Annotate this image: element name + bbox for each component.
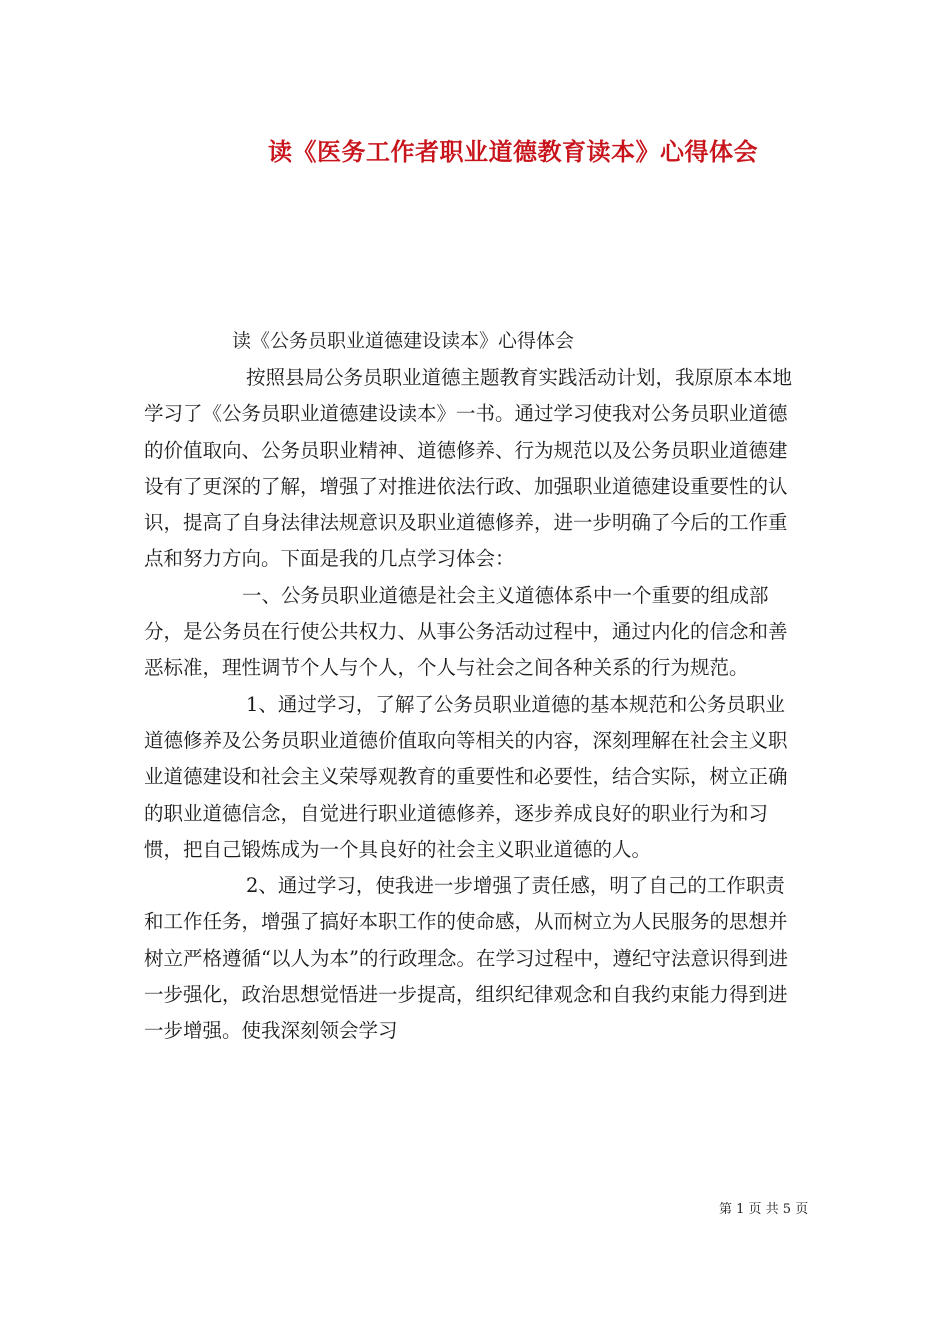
paragraph-point-one: 一、公务员职业道德是社会主义道德体系中一个重要的组成部分，是公务员在行使公共权力、从事公务活动过程中，通过内化的信念和善恶标准，理性调节个人与个人，个人与社会之间各种关系的行为规范。 xyxy=(144,583,788,680)
paragraph-intro: 按照县局公务员职业道德主题教育实践活动计划，我原原本本地学习了《公务员职业道德建设读本》一书。通过学习使我对公务员职业道德的价值取向、公务员职业精神、道德修养、行为规范以及公务员职业道德建设有了更深的了解，增强了对推进依法行政、加强职业道德建设重要性的认识，提高了自身法律法规意识及职业道德修养，进一步明确了今后的工作重点和努力方向。下面是我的几点学习体会： xyxy=(144,366,793,571)
article-body xyxy=(144,360,804,1050)
document-title: 读《医务工作者职业道德教育读本》心得体会 xyxy=(268,137,758,166)
paragraph-item-1: 1、通过学习，了解了公务员职业道德的基本规范和公务员职业道德修养及公务员职业道德价值取向等相关的内容，深刻理解在社会主义职业道德建设和社会主义荣辱观教育的重要性和必要性，结合实际，树立正确的职业道德信念，自觉进行职业道德修养，逐步养成良好的职业行为和习惯，把自己锻炼成为一个具良好的社会主义职业道德的人。 xyxy=(144,692,788,861)
page-number: 第 1 页 共 5 页 xyxy=(719,1202,809,1217)
paragraph-item-2: 2、通过学习，使我进一步增强了责任感，明了自己的工作职责和工作任务，增强了搞好本职工作的使命感，从而树立为人民服务的思想并树立严格遵循“以人为本”的行政理念。在学习过程中，遵纪守法意识得到进一步强化，政治思想觉悟进一步提高，组织纪律观念和自我约束能力得到进一步增强。使我深刻领会学习 xyxy=(144,874,788,1043)
article-subheading: 读《公务员职业道德建设读本》心得体会 xyxy=(232,330,575,352)
